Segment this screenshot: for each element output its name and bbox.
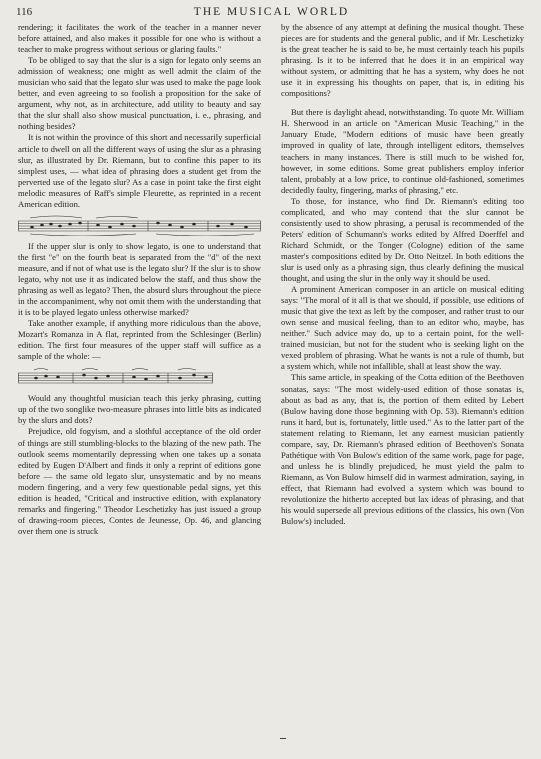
paragraph: Would any thoughtful musician teach this jerky phrasing, cutting up of the two songlike two-measure phrases into little bits as indicated by the slurs and dots? [18,393,261,426]
running-title: THE MUSICAL WORLD [193,6,350,18]
paragraph: by the absence of any attempt at defining the musical thought. These pieces are for students and the general public, and if Mr. Leschetizky is the great teacher he is said to be, he must certainly teach his pupils phrasing. Is it to be inferred that he does it in an empirical way without system, or admitting that he has a system, why does he not use it in expressing his thoughts on paper, that is, in editing his compositions? [281,22,524,99]
page-number: 116 [16,6,33,18]
end-rule [280,738,286,739]
music-example-romanza [18,366,261,388]
music-staff-image [18,214,261,236]
paragraph: But there is daylight ahead, notwithstanding. To quote Mr. William H. Sherwood in an article on "American Music Teaching," in the January Etude, "Modern editions of music have been greatly improved in quality of late, through intelligent editors, themselves teachers in many instances. There is still much to be wished for, however, in some editions. Some great publishers employ inferior talent, probably at a low price, to continue old-fashioned, sometimes decidedly faulty, fingering, marks of phrasing," etc. [281,107,524,195]
paragraph: If the upper slur is only to show legato, is one to understand that the first "e" on the fourth beat is separated from the "d" of the next measure, and if not of what use is the legato slur? If the slur is to show legato, why not use it as indicated below the staff, and thus show the phrasing as well as legato? Then, the absurd slurs throughout the piece in the accompaniment, why not omit them with the understanding that it is to be played legato unless otherwise marked? [18,240,261,318]
paragraph: This same article, in speaking of the Cotta edition of the Beethoven sonatas, says: "The most widely-used edition of those sonatas is, about as bad as any, that is, the portion of them edited by Lebert (Bulow having done those beginning with Op. 53). Riemann's edition runs it hard, but is, fortunately, little used." As to the latter part of the statement relating to Riemann, let any earnest musician patiently compare, say, Dr. Riemann's phrased edition of Beethoven's Sonata Pathétique with Von Bulow's edition of the same work, page for page, and unless he is blindly prejudiced, he must yield the palm to Riemann, as Von Bulow himself did in warmest admiration, saying, in effect, that Riemann had evolved a system which was bound to revolutionize the hitherto accepted but lax ideas of phrasing, and that his would supersede all previous editions of the classics, his own (Von Bulow's) included. [281,372,524,527]
paragraph: Prejudice, old fogyism, and a slothful acceptance of the old order of things are still stumbling-blocks to the blazing of the new path. The outlook seems momentarily depressing when one takes up a sonata edited by Eugen D'Albert and finds it only a reprint of editions gone before — the same old legato slur, unsystematic and by no means modern fingering, and a very few questionable pedal signs, yet this edition is headed, "Critical and instructive edition, with explanatory remarks and fingering." Theodor Leschetizky has just issued a group of drawing-room pieces, Contes de Jeunesse, Op. 46, and glancing over them one is struck [18,426,261,536]
right-column [281,22,524,527]
paragraph: Take another example, if anything more ridiculous than the above, Mozart's Romanza in A flat, reprinted from the Schlesinger (Berlin) edition. The first four measures of the upper staff will suffice as a sample of the whole: — [18,318,261,362]
page-header [16,6,527,22]
paragraph: A prominent American composer in an article on musical editing says: "The moral of it all is that we should, if possible, use editions of music that give the text as left by the composer, and rather trust to our own sense and musical feeling, than to an editor who, maybe, has neither." Such advice may do, up to a certain point, for the well-trained musician, but not for the student who is seeking light on the vexed problem of phrasing. What he wants is not a rule of thumb, but a system which, while not infallible, shall at least show the way. [281,284,524,372]
music-staff-image [18,366,261,388]
music-example-fleurette [18,214,261,236]
paragraph: To be obliged to say that the slur is a sign for legato only seems an admission of weakness; one might as well admit the claim of the musician who said that the legato slur was used to make the page look better, and even agreeing to so foolish a proposition for the sake of argument, why not, as in architecture, add utility to beauty and say that the slur shall also show musical punctuation, i. e., phrasing, and nothing besides? [18,55,261,132]
left-column [18,22,261,537]
paragraph: It is not within the province of this short and necessarily superficial article to dwell on all the different ways of using the slur as a phrasing slur, as illustrated by Dr. Riemann, but to confine this paper to its simplest uses, — what idea of phrasing does a student get from the perverted use of the legato slur? As a case in point take the first eight melodic measures of Raff's simple Fleurette, as reprinted in a recent American edition. [18,132,261,209]
paragraph: To those, for instance, who find Dr. Riemann's editing too complicated, and who may contend that the slur cannot be consistently used to show phrasing, a perusal is recommended of the Peters' edition of Schumann's works edited by Alfred Doerffel and Richard Schmidt, or the Tonger (Cologne) edition of the same master's compositions edited by Dr. Otto Neitzel. In both editions the slur is used only as a phrasing sign, thus clearly defining the musical thought, and using the slur in the only way it should be used. [281,195,524,284]
paragraph: rendering; it facilitates the work of the teacher in a manner never before attained, and also makes it possible for one who is without a teacher to make progress without serious or glaring faults." [18,22,261,55]
